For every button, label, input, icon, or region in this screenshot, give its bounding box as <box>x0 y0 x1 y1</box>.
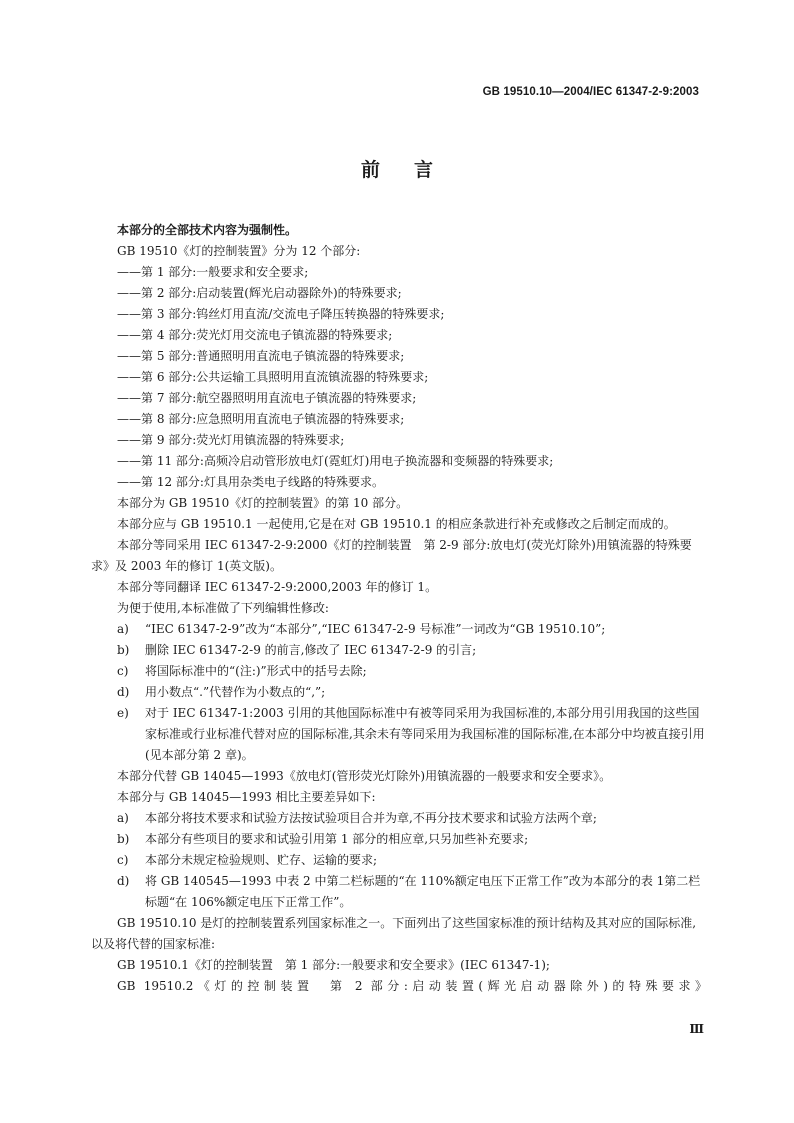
list-text: “IEC 61347-2-9”改为“本部分”,“IEC 61347-2-9 号标准”一词改为“GB 19510.10”; <box>145 622 606 636</box>
list-marker: a) <box>117 622 129 636</box>
part10-paragraph: 本部分为 GB 19510《灯的控制装置》的第 10 部分。 <box>117 496 409 510</box>
list-item: ——第 1 部分:一般要求和安全要求; <box>117 265 309 279</box>
list-item <box>117 703 707 766</box>
edits-list <box>117 619 707 766</box>
use-with-paragraph: 本部分应与 GB 19510.1 一起使用,它是在对 GB 19510.1 的相应条款进行补充或修改之后制定而成的。 <box>117 517 676 531</box>
equivalent-paragraph: 本部分等同采用 IEC 61347-2-9:2000《灯的控制装置 第 2-9 部分:放电灯(荧光灯除外)用镇流器的特殊要求》及 2003 年的修订 1(英文版)。 <box>91 538 692 573</box>
list-item <box>117 682 707 703</box>
parts-intro: GB 19510《灯的控制装置》分为 12 个部分: <box>117 244 361 258</box>
list-marker: e) <box>117 706 129 720</box>
list-item: ——第 8 部分:应急照明用直流电子镇流器的特殊要求; <box>117 412 405 426</box>
list-item: ——第 9 部分:荧光灯用镇流器的特殊要求; <box>117 433 345 447</box>
list-marker: b) <box>117 832 130 846</box>
list-marker: a) <box>117 811 129 825</box>
list-item <box>117 871 707 913</box>
list-marker: d) <box>117 685 130 699</box>
list-marker: d) <box>117 874 130 888</box>
series-item: GB 19510.2《灯的控制装置 第 2 部分:启动装置(辉光启动器除外)的特殊要求》 <box>117 979 707 993</box>
list-marker: c) <box>117 853 129 867</box>
list-text: 删除 IEC 61347-2-9 的前言,修改了 IEC 61347-2-9 的引言; <box>145 643 477 657</box>
series-item: GB 19510.1《灯的控制装置 第 1 部分:一般要求和安全要求》(IEC 61347-1); <box>117 958 550 972</box>
list-marker: c) <box>117 664 129 678</box>
list-item: ——第 6 部分:公共运输工具照明用直流镇流器的特殊要求; <box>117 370 429 384</box>
list-item: ——第 12 部分:灯具用杂类电子线路的特殊要求。 <box>117 475 384 489</box>
list-text: 本部分将技术要求和试验方法按试验项目合并为章,不再分技术要求和试验方法两个章; <box>145 811 597 825</box>
mandatory-statement: 本部分的全部技术内容为强制性。 <box>117 223 298 237</box>
list-text: 对于 IEC 61347-1:2003 引用的其他国际标准中有被等同采用为我国标准的,本部分用引用我国的这些国家标准或行业标准代替对应的国际标准,其余未有等同采用为我国标准的国际标准,在本部分中均被直接引用(见本部分第 2 章)。 <box>145 706 705 762</box>
list-item <box>117 619 707 640</box>
list-text: 将国际标准中的“(注:)”形式中的括号去除; <box>145 664 367 678</box>
list-item <box>117 808 707 829</box>
list-item <box>117 829 707 850</box>
list-item: ——第 5 部分:普通照明用直流电子镇流器的特殊要求; <box>117 349 405 363</box>
page-title: 前言 <box>360 159 467 181</box>
diff-intro: 本部分与 GB 14045—1993 相比主要差异如下: <box>117 790 376 804</box>
list-item: ——第 2 部分:启动装置(辉光启动器除外)的特殊要求; <box>117 286 402 300</box>
list-item <box>117 850 707 871</box>
standard-code-header: GB 19510.10—2004/IEC 61347-2-9:2003 <box>482 86 699 98</box>
parts-list <box>117 262 707 493</box>
page-number: Ⅲ <box>689 1022 704 1036</box>
list-item: ——第 4 部分:荧光灯用交流电子镇流器的特殊要求; <box>117 328 393 342</box>
list-text: 本部分未规定检验规则、贮存、运输的要求; <box>145 853 378 867</box>
translation-paragraph: 本部分等同翻译 IEC 61347-2-9:2000,2003 年的修订 1。 <box>117 580 438 594</box>
document-body <box>91 220 707 997</box>
series-paragraph: GB 19510.10 是灯的控制装置系列国家标准之一。下面列出了这些国家标准的预计结构及其对应的国际标准,以及将代替的国家标准: <box>91 916 697 951</box>
list-item: ——第 3 部分:钨丝灯用直流/交流电子降压转换器的特殊要求; <box>117 307 445 321</box>
diffs-list <box>117 808 707 913</box>
list-text: 将 GB 140545—1993 中表 2 中第二栏标题的“在 110%额定电压下正常工作”改为本部分的表 1第二栏标题“在 106%额定电压下正常工作”。 <box>145 874 701 909</box>
replaces-paragraph: 本部分代替 GB 14045—1993《放电灯(管形荧光灯除外)用镇流器的一般要求和安全要求》。 <box>117 769 612 783</box>
list-item <box>117 661 707 682</box>
edits-intro: 为便于使用,本标准做了下列编辑性修改: <box>117 601 329 615</box>
list-item: ——第 7 部分:航空器照明用直流电子镇流器的特殊要求; <box>117 391 417 405</box>
list-marker: b) <box>117 643 130 657</box>
list-item <box>117 640 707 661</box>
list-text: 本部分有些项目的要求和试验引用第 1 部分的相应章,只另加些补充要求; <box>145 832 529 846</box>
list-text: 用小数点“.”代替作为小数点的“,”; <box>145 685 326 699</box>
list-item: ——第 11 部分:高频冷启动管形放电灯(霓虹灯)用电子换流器和变频器的特殊要求; <box>117 454 554 468</box>
